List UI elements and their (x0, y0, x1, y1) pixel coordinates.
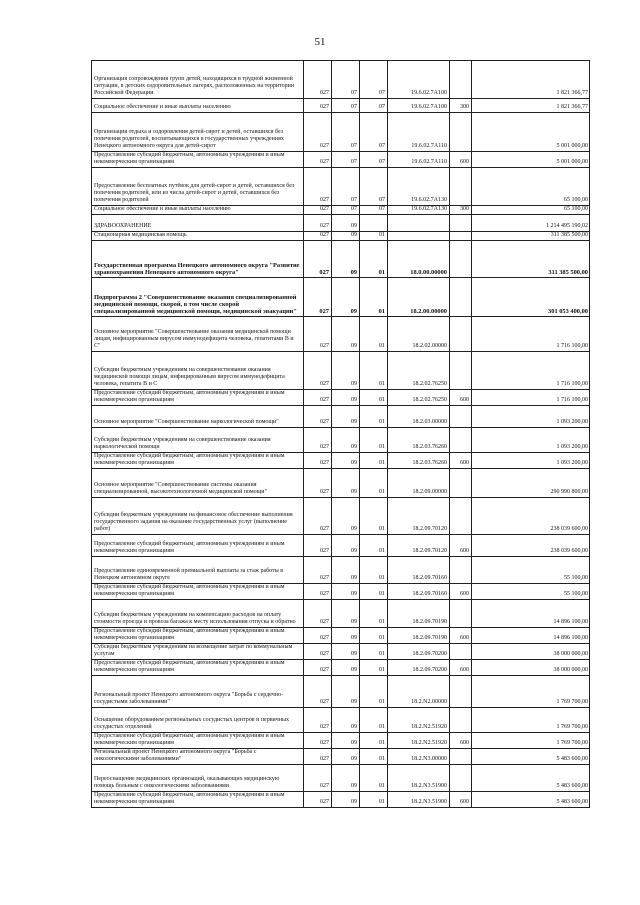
admin-code-cell: 027 (304, 406, 332, 428)
expense-type-cell (450, 215, 472, 232)
target-article-cell: 18.0.00.00000 (388, 241, 450, 278)
row-name-cell: Организация отдыха и оздоровления детей-сирот и детей, оставшихся без попечения родителей, воспитывающихся в государственных учреждениях Ненецкого автономного округа для детей-сирот (92, 113, 304, 152)
target-article-cell: 18.2.02.76250 (388, 352, 450, 390)
subsection-code-cell: 01 (360, 676, 388, 708)
subsection-code-cell: 01 (360, 644, 388, 660)
row-name-cell: Предоставление субсидий бюджетным, автономным учреждениям и иным некоммерческим организациям (92, 453, 304, 469)
expense-type-cell (450, 749, 472, 765)
target-article-cell: 18.2.02.76250 (388, 390, 450, 406)
subsection-code-cell: 01 (360, 352, 388, 390)
row-name-cell: Предоставление субсидий бюджетным, автономным учреждениям и иным некоммерческим организациям (92, 390, 304, 406)
section-code-cell: 09 (332, 557, 360, 584)
amount-cell: 38 000 000,00 (472, 660, 590, 676)
target-article-cell: 19.6.02.7А130 (388, 168, 450, 206)
amount-cell: 65 100,00 (472, 206, 590, 215)
expense-type-cell (450, 498, 472, 535)
admin-code-cell: 027 (304, 498, 332, 535)
section-code-cell: 07 (332, 168, 360, 206)
target-article-cell: 18.2.09.70160 (388, 557, 450, 584)
admin-code-cell: 027 (304, 352, 332, 390)
admin-code-cell: 027 (304, 113, 332, 152)
subsection-code-cell: 01 (360, 469, 388, 498)
table-row (92, 428, 590, 453)
table-row (92, 469, 590, 498)
section-code-cell: 09 (332, 792, 360, 808)
subsection-code-cell: 01 (360, 660, 388, 676)
amount-cell: 1 821 366,77 (472, 61, 590, 99)
target-article-cell: 18.2.09.70200 (388, 660, 450, 676)
amount-cell: 1 821 366,77 (472, 99, 590, 113)
table-row (92, 676, 590, 708)
expense-type-cell (450, 428, 472, 453)
table-row (92, 644, 590, 660)
subsection-code-cell: 01 (360, 278, 388, 317)
subsection-code-cell: 01 (360, 317, 388, 352)
table-row (92, 99, 590, 113)
section-code-cell: 07 (332, 113, 360, 152)
target-article-cell (388, 232, 450, 241)
target-article-cell (388, 215, 450, 232)
table-row (92, 390, 590, 406)
row-name-cell: Переоснащение медицинских организаций, оказывающих медицинскую помощь больным с онкологическими заболеваниями (92, 765, 304, 792)
page-number: 51 (314, 36, 326, 48)
expense-type-cell: 600 (450, 628, 472, 644)
table-row (92, 708, 590, 733)
subsection-code-cell: 01 (360, 241, 388, 278)
expense-type-cell (450, 708, 472, 733)
amount-cell: 14 896 100,00 (472, 628, 590, 644)
row-name-cell: Предоставление бесплатных путёвок для детей-сирот и детей, оставшихся без попечения родителей, или из числа детей-сирот и детей, оставшихся без попечения родителей (92, 168, 304, 206)
table-row (92, 765, 590, 792)
amount-cell: 1 214 495 190,02 (472, 215, 590, 232)
expense-type-cell: 600 (450, 792, 472, 808)
expense-type-cell: 600 (450, 390, 472, 406)
admin-code-cell: 027 (304, 152, 332, 168)
expense-type-cell (450, 406, 472, 428)
admin-code-cell: 027 (304, 168, 332, 206)
table-row (92, 61, 590, 99)
target-article-cell: 18.2.03.76260 (388, 428, 450, 453)
expense-type-cell (450, 600, 472, 628)
subsection-code-cell: 01 (360, 390, 388, 406)
target-article-cell: 18.2.00.00000 (388, 278, 450, 317)
section-code-cell: 09 (332, 241, 360, 278)
row-name-cell: Предоставление субсидий бюджетным, автономным учреждениям и иным некоммерческим организациям (92, 152, 304, 168)
target-article-cell: 18.2.09.00000 (388, 469, 450, 498)
target-article-cell: 18.2.N3.00000 (388, 749, 450, 765)
table-row (92, 792, 590, 808)
table-row (92, 557, 590, 584)
row-name-cell: Субсидии бюджетным учреждениям на компенсацию расходов на оплату стоимости проезда и провоза багажа к месту использования отпуска и обратно (92, 600, 304, 628)
table-row (92, 584, 590, 600)
amount-cell: 1 716 100,00 (472, 352, 590, 390)
row-name-cell: Социальное обеспечение и иные выплаты населению (92, 206, 304, 215)
expense-type-cell: 600 (450, 453, 472, 469)
row-name-cell: Основное мероприятие "Совершенствование оказания медицинской помощи лицам, инфицированным вирусом иммунодефицита человека, гепатитами В и С" (92, 317, 304, 352)
admin-code-cell: 027 (304, 278, 332, 317)
target-article-cell: 18.2.09.70160 (388, 584, 450, 600)
expense-type-cell: 300 (450, 206, 472, 215)
row-name-cell: Региональный проект Ненецкого автономного округа "Борьба с сердечно-сосудистыми заболеваниями" (92, 676, 304, 708)
section-code-cell: 09 (332, 352, 360, 390)
target-article-cell: 18.2.N2.51920 (388, 708, 450, 733)
table-row (92, 352, 590, 390)
amount-cell: 38 000 000,00 (472, 644, 590, 660)
section-code-cell: 09 (332, 733, 360, 749)
section-code-cell: 07 (332, 206, 360, 215)
row-name-cell: Стационарная медицинская помощь (92, 232, 304, 241)
subsection-code-cell: 01 (360, 749, 388, 765)
row-name-cell: Социальное обеспечение и иные выплаты населению (92, 99, 304, 113)
row-name-cell: Государственная программа Ненецкого автономного округа "Развитие здравоохранения Ненецкого автономного округа" (92, 241, 304, 278)
table-row (92, 317, 590, 352)
admin-code-cell: 027 (304, 749, 332, 765)
section-code-cell: 09 (332, 676, 360, 708)
subsection-code-cell (360, 215, 388, 232)
target-article-cell: 18.2.N2.00000 (388, 676, 450, 708)
row-name-cell: ЗДРАВООХРАНЕНИЕ (92, 215, 304, 232)
expense-type-cell: 600 (450, 535, 472, 557)
expense-type-cell (450, 168, 472, 206)
section-code-cell: 09 (332, 644, 360, 660)
target-article-cell: 18.2.09.70190 (388, 628, 450, 644)
target-article-cell: 18.2.N2.51920 (388, 733, 450, 749)
section-code-cell: 09 (332, 453, 360, 469)
admin-code-cell: 027 (304, 660, 332, 676)
table-row (92, 168, 590, 206)
amount-cell: 1 716 100,00 (472, 390, 590, 406)
admin-code-cell: 027 (304, 469, 332, 498)
amount-cell: 14 896 100,00 (472, 600, 590, 628)
section-code-cell: 09 (332, 232, 360, 241)
subsection-code-cell: 01 (360, 428, 388, 453)
amount-cell: 65 100,00 (472, 168, 590, 206)
admin-code-cell: 027 (304, 792, 332, 808)
table-row (92, 600, 590, 628)
table-row (92, 241, 590, 278)
admin-code-cell: 027 (304, 317, 332, 352)
amount-cell: 1 769 700,00 (472, 676, 590, 708)
admin-code-cell: 027 (304, 557, 332, 584)
table-row (92, 453, 590, 469)
subsection-code-cell: 01 (360, 535, 388, 557)
subsection-code-cell: 01 (360, 406, 388, 428)
section-code-cell: 09 (332, 765, 360, 792)
row-name-cell: Предоставление субсидий бюджетным, автономным учреждениям и иным некоммерческим организациям (92, 584, 304, 600)
expense-type-cell (450, 278, 472, 317)
section-code-cell: 09 (332, 708, 360, 733)
target-article-cell: 18.2.N3.51900 (388, 765, 450, 792)
admin-code-cell: 027 (304, 206, 332, 215)
row-name-cell: Основное мероприятие "Совершенствование наркологической помощи" (92, 406, 304, 428)
amount-cell: 1 093 200,00 (472, 453, 590, 469)
target-article-cell: 18.2.02.00000 (388, 317, 450, 352)
amount-cell: 311 385 500,00 (472, 241, 590, 278)
budget-table (91, 60, 590, 808)
table-row (92, 215, 590, 232)
target-article-cell: 19.6.02.7А130 (388, 206, 450, 215)
subsection-code-cell: 01 (360, 498, 388, 535)
row-name-cell: Основное мероприятие "Совершенствование системы оказания специализированной, высокотехнологичной медицинской помощи" (92, 469, 304, 498)
row-name-cell: Предоставление субсидий бюджетным, автономным учреждениям и иным некоммерческим организациям (92, 660, 304, 676)
table-row (92, 749, 590, 765)
admin-code-cell: 027 (304, 584, 332, 600)
section-code-cell: 09 (332, 600, 360, 628)
admin-code-cell: 027 (304, 708, 332, 733)
admin-code-cell: 027 (304, 61, 332, 99)
subsection-code-cell: 07 (360, 152, 388, 168)
section-code-cell: 09 (332, 535, 360, 557)
expense-type-cell (450, 113, 472, 152)
row-name-cell: Оснащение оборудованием региональных сосудистых центров и первичных сосудистых отделений (92, 708, 304, 733)
subsection-code-cell: 01 (360, 557, 388, 584)
section-code-cell: 09 (332, 498, 360, 535)
table-row (92, 406, 590, 428)
amount-cell: 1 093 200,00 (472, 428, 590, 453)
target-article-cell: 19.6.02.7А100 (388, 61, 450, 99)
row-name-cell: Субсидии бюджетным учреждениям на совершенствование оказания медицинской помощи лицам, инфицированным вирусом иммунодефицита человека, гепатита В и С (92, 352, 304, 390)
expense-type-cell (450, 232, 472, 241)
row-name-cell: Предоставление единовременной премиальной выплаты за стаж работы в Ненецком автономном округе (92, 557, 304, 584)
table-row (92, 278, 590, 317)
expense-type-cell (450, 317, 472, 352)
amount-cell: 311 385 500,00 (472, 232, 590, 241)
target-article-cell: 18.2.09.70120 (388, 535, 450, 557)
expense-type-cell (450, 765, 472, 792)
table-row (92, 733, 590, 749)
admin-code-cell: 027 (304, 600, 332, 628)
amount-cell: 55 100,00 (472, 557, 590, 584)
target-article-cell: 18.2.03.76260 (388, 453, 450, 469)
amount-cell: 1 716 100,00 (472, 317, 590, 352)
subsection-code-cell: 01 (360, 708, 388, 733)
target-article-cell: 19.6.02.7А110 (388, 113, 450, 152)
target-article-cell: 18.2.09.70200 (388, 644, 450, 660)
admin-code-cell: 027 (304, 628, 332, 644)
row-name-cell: Региональный проект Ненецкого автономного округа "Борьба с онкологическими заболеваниями" (92, 749, 304, 765)
row-name-cell: Субсидии бюджетным учреждениям на финансовое обеспечение выполнения государственного задания на оказание государственных услуг (выполнение работ) (92, 498, 304, 535)
expense-type-cell (450, 644, 472, 660)
subsection-code-cell: 07 (360, 113, 388, 152)
expense-type-cell: 600 (450, 584, 472, 600)
row-name-cell: Предоставление субсидий бюджетным, автономным учреждениям и иным некоммерческим организациям (92, 535, 304, 557)
amount-cell: 1 769 700,00 (472, 733, 590, 749)
table-row (92, 660, 590, 676)
subsection-code-cell: 01 (360, 584, 388, 600)
table-row (92, 628, 590, 644)
admin-code-cell: 027 (304, 99, 332, 113)
amount-cell: 55 100,00 (472, 584, 590, 600)
expense-type-cell (450, 61, 472, 99)
amount-cell: 1 093 200,00 (472, 406, 590, 428)
amount-cell: 1 769 700,00 (472, 708, 590, 733)
admin-code-cell: 027 (304, 765, 332, 792)
section-code-cell: 09 (332, 428, 360, 453)
expense-type-cell (450, 557, 472, 584)
admin-code-cell: 027 (304, 644, 332, 660)
subsection-code-cell: 01 (360, 765, 388, 792)
row-name-cell: Субсидии бюджетным учреждениям на совершенствование оказания наркологической помощи (92, 428, 304, 453)
section-code-cell: 09 (332, 584, 360, 600)
section-code-cell: 07 (332, 152, 360, 168)
section-code-cell: 09 (332, 390, 360, 406)
expense-type-cell (450, 352, 472, 390)
subsection-code-cell: 01 (360, 733, 388, 749)
row-name-cell: Субсидии бюджетным учреждениям на возмещение затрат по коммунальным услугам (92, 644, 304, 660)
expense-type-cell (450, 469, 472, 498)
table-row (92, 498, 590, 535)
row-name-cell: Организация сопровождения групп детей, находящихся в трудной жизненной ситуации, в детских оздоровительных лагерях, расположенных на территории Российской Федерации (92, 61, 304, 99)
amount-cell: 5 483 600,00 (472, 792, 590, 808)
row-name-cell: Предоставление субсидий бюджетным, автономным учреждениям и иным некоммерческим организациям (92, 733, 304, 749)
subsection-code-cell: 01 (360, 600, 388, 628)
table-row (92, 535, 590, 557)
section-code-cell: 09 (332, 660, 360, 676)
table-row (92, 113, 590, 152)
subsection-code-cell: 07 (360, 61, 388, 99)
subsection-code-cell: 01 (360, 232, 388, 241)
amount-cell: 5 001 000,00 (472, 113, 590, 152)
budget-table-body (92, 61, 590, 808)
target-article-cell: 18.2.03.00000 (388, 406, 450, 428)
section-code-cell: 09 (332, 469, 360, 498)
admin-code-cell: 027 (304, 215, 332, 232)
amount-cell: 5 001 000,00 (472, 152, 590, 168)
amount-cell: 5 483 600,00 (472, 749, 590, 765)
table-row (92, 152, 590, 168)
admin-code-cell: 027 (304, 390, 332, 406)
expense-type-cell: 600 (450, 733, 472, 749)
amount-cell: 290 990 800,00 (472, 469, 590, 498)
section-code-cell: 09 (332, 406, 360, 428)
amount-cell: 238 039 600,00 (472, 498, 590, 535)
admin-code-cell: 027 (304, 733, 332, 749)
target-article-cell: 18.2.09.70190 (388, 600, 450, 628)
section-code-cell: 09 (332, 628, 360, 644)
subsection-code-cell: 01 (360, 453, 388, 469)
subsection-code-cell: 01 (360, 792, 388, 808)
amount-cell: 238 039 600,00 (472, 535, 590, 557)
subsection-code-cell: 07 (360, 168, 388, 206)
section-code-cell: 09 (332, 317, 360, 352)
section-code-cell: 09 (332, 278, 360, 317)
admin-code-cell: 027 (304, 453, 332, 469)
section-code-cell: 09 (332, 215, 360, 232)
subsection-code-cell: 07 (360, 206, 388, 215)
section-code-cell: 07 (332, 61, 360, 99)
row-name-cell: Подпрограмма 2 "Совершенствование оказания специализированной медицинской помощи, скорой, в том числе скорой специализированной медицинской помощи, медицинской эвакуации" (92, 278, 304, 317)
expense-type-cell: 300 (450, 99, 472, 113)
expense-type-cell: 600 (450, 152, 472, 168)
section-code-cell: 07 (332, 99, 360, 113)
table-row (92, 232, 590, 241)
target-article-cell: 18.2.N3.51900 (388, 792, 450, 808)
subsection-code-cell: 07 (360, 99, 388, 113)
admin-code-cell: 027 (304, 232, 332, 241)
row-name-cell: Предоставление субсидий бюджетным, автономным учреждениям и иным некоммерческим организациям (92, 628, 304, 644)
row-name-cell: Предоставление субсидий бюджетным, автономным учреждениям и иным некоммерческим организациям (92, 792, 304, 808)
target-article-cell: 18.2.09.70120 (388, 498, 450, 535)
amount-cell: 5 483 600,00 (472, 765, 590, 792)
expense-type-cell: 600 (450, 660, 472, 676)
expense-type-cell (450, 676, 472, 708)
expense-type-cell (450, 241, 472, 278)
admin-code-cell: 027 (304, 535, 332, 557)
subsection-code-cell: 01 (360, 628, 388, 644)
target-article-cell: 19.6.02.7А110 (388, 152, 450, 168)
admin-code-cell: 027 (304, 428, 332, 453)
table-row (92, 206, 590, 215)
admin-code-cell: 027 (304, 676, 332, 708)
admin-code-cell: 027 (304, 241, 332, 278)
target-article-cell: 19.6.02.7А100 (388, 99, 450, 113)
section-code-cell: 09 (332, 749, 360, 765)
amount-cell: 301 053 400,00 (472, 278, 590, 317)
